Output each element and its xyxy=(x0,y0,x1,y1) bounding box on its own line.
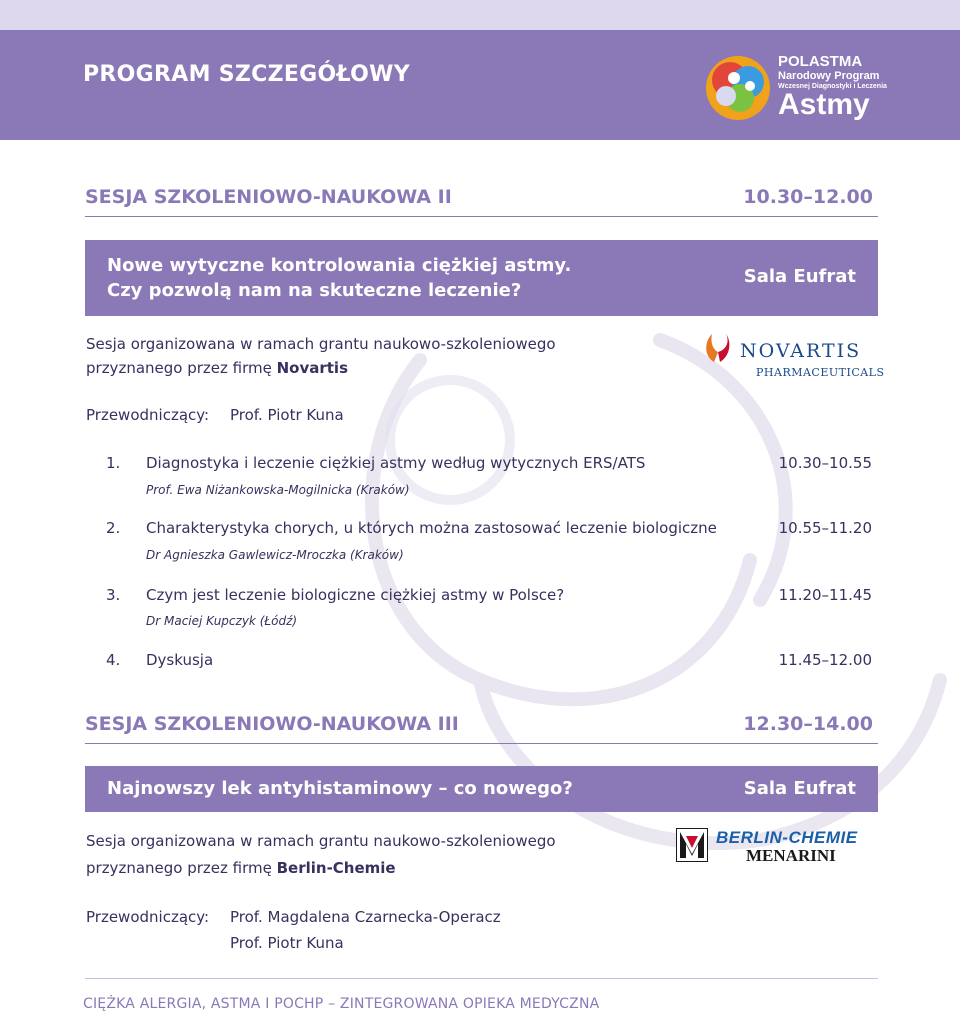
agenda-item-time: 11.20–11.45 xyxy=(778,586,872,604)
sponsor-note-line-1: Sesja organizowana w ramach grantu naukowo-szkoleniowego xyxy=(86,832,556,850)
session-2-sponsor-note xyxy=(86,332,556,380)
session-3-chair-name-1: Prof. Magdalena Czarnecka-Operacz xyxy=(230,908,501,926)
sponsor-name: Novartis xyxy=(276,359,349,377)
sponsor-note-line-1: Sesja organizowana w ramach grantu naukowo-szkoleniowego xyxy=(86,335,556,353)
session-3-sponsor-note xyxy=(86,828,556,882)
sponsor-note-line-2 xyxy=(86,356,556,380)
agenda-item-time: 11.45–12.00 xyxy=(778,651,872,669)
session-2-topic-bar xyxy=(85,240,878,316)
logo-line-4: Astmy xyxy=(778,88,870,121)
session-2-title: SESJA SZKOLENIOWO-NAUKOWA II xyxy=(85,186,452,208)
footer-text: CIĘŻKA ALERGIA, ASTMA I POCHP – ZINTEGROWANA OPIEKA MEDYCZNA xyxy=(83,996,600,1012)
sponsor-note-line-2 xyxy=(86,855,556,882)
session-3-header xyxy=(85,713,878,744)
logo-line-1: POLASTMA xyxy=(778,53,863,70)
polastma-logo xyxy=(700,50,890,126)
agenda-item-number: 3. xyxy=(106,586,121,604)
session-2-time: 10.30–12.00 xyxy=(743,186,873,208)
sponsor-prefix: przyznanego przez firmę xyxy=(86,359,277,377)
berlin-chemie-name: BERLIN-CHEMIE xyxy=(716,828,858,847)
agenda-item-number: 4. xyxy=(106,651,121,669)
session-2-room: Sala Eufrat xyxy=(743,266,856,287)
agenda-item-title: Diagnostyka i leczenie ciężkiej astmy według wytycznych ERS/ATS xyxy=(146,454,646,472)
agenda-item-title: Czym jest leczenie biologiczne ciężkiej astmy w Polsce? xyxy=(146,586,565,604)
agenda-item-speaker: Dr Maciej Kupczyk (Łódź) xyxy=(146,614,298,628)
session-3-title: SESJA SZKOLENIOWO-NAUKOWA III xyxy=(85,713,459,735)
agenda-item-speaker: Prof. Ewa Niżankowska-Mogilnicka (Kraków) xyxy=(146,483,410,497)
session-3-room: Sala Eufrat xyxy=(743,778,856,799)
agenda-item-title: Dyskusja xyxy=(146,651,214,669)
berlin-chemie-logo xyxy=(676,828,880,864)
session-3-chair-name-2: Prof. Piotr Kuna xyxy=(230,934,344,952)
polastma-emblem-icon xyxy=(700,50,780,126)
sponsor-prefix: przyznanego przez firmę xyxy=(86,859,277,877)
session-2-chair-label: Przewodniczący: xyxy=(86,406,210,424)
footer-divider xyxy=(85,978,878,979)
novartis-name: NOVARTIS xyxy=(740,340,862,362)
session-3-topic: Najnowszy lek antyhistaminowy – co nowego? xyxy=(107,778,573,799)
top-strip xyxy=(0,0,960,30)
session-2-topic xyxy=(107,253,571,303)
novartis-sub: PHARMACEUTICALS xyxy=(756,366,885,379)
sponsor-name: Berlin-Chemie xyxy=(276,859,396,877)
session-3-time: 12.30–14.00 xyxy=(743,713,873,735)
session-2-header xyxy=(85,186,878,217)
novartis-flame-icon xyxy=(700,330,734,364)
session-2-topic-line-2: Czy pozwolą nam na skuteczne leczenie? xyxy=(107,280,522,301)
session-2-topic-line-1: Nowe wytyczne kontrolowania ciężkiej astmy. xyxy=(107,255,572,276)
agenda-item-number: 1. xyxy=(106,454,121,472)
session-2-chair-name: Prof. Piotr Kuna xyxy=(230,406,344,424)
berlin-chemie-sub: MENARINI xyxy=(746,846,836,865)
agenda-item-speaker: Dr Agnieszka Gawlewicz-Mroczka (Kraków) xyxy=(146,548,404,562)
agenda-item-time: 10.30–10.55 xyxy=(778,454,872,472)
session-3-chair-label: Przewodniczący: xyxy=(86,908,210,926)
page-title: PROGRAM SZCZEGÓŁOWY xyxy=(83,62,410,87)
logo-line-3: Wczesnej Diagnostyki i Leczenia xyxy=(778,83,887,90)
agenda-item-time: 10.55–11.20 xyxy=(778,519,872,537)
agenda-item-number: 2. xyxy=(106,519,121,537)
novartis-logo xyxy=(700,330,885,382)
logo-line-2: Narodowy Program xyxy=(778,70,880,82)
agenda-item-title: Charakterystyka chorych, u których można zastosować leczenie biologiczne xyxy=(146,519,717,537)
menarini-emblem-icon xyxy=(676,828,708,862)
session-3-topic-bar xyxy=(85,766,878,812)
